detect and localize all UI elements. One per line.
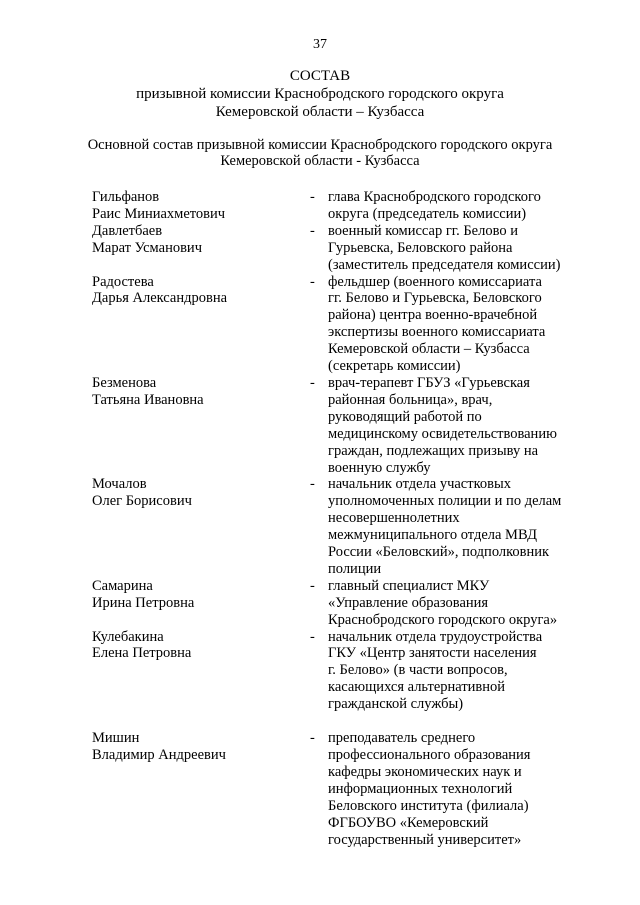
member-name [92, 629, 312, 663]
member-role-line: руководящий работой по [328, 408, 482, 425]
member-role-line: военную службу [328, 459, 431, 476]
dash-separator: - [310, 189, 315, 205]
member-role-line: Гурьевска, Беловского района [328, 239, 513, 256]
member-role-line: г. Белово» (в части вопросов, [328, 662, 508, 679]
member-given-names: Владимир Андреевич [92, 747, 226, 763]
member-role-line: фельдшер (военного комиссариата [328, 273, 542, 290]
dash-separator: - [310, 222, 315, 239]
member-given-names: Олег Борисович [92, 493, 192, 510]
member-name [92, 223, 312, 257]
member-role-line: гг. Белово и Гурьевска, Беловского [328, 290, 542, 307]
document-subtitle-line: призывной комиссии Краснобродского городского округа [136, 86, 504, 102]
member-role-line: Беловского института (филиала) [328, 797, 529, 814]
member-entry [0, 375, 640, 476]
member-surname: Самарина [92, 577, 153, 594]
dash-separator: - [310, 374, 315, 391]
member-entry [0, 274, 640, 375]
member-entry [0, 629, 640, 714]
member-role-line: военный комиссар гг. Белово и [328, 222, 518, 239]
member-role [328, 629, 588, 714]
member-surname: Мочалов [92, 476, 147, 493]
member-surname: Гильфанов [92, 189, 160, 205]
member-role-line: граждан, подлежащих призыву на [328, 442, 539, 459]
section-heading-line: Кемеровской области - Кузбасса [220, 153, 420, 170]
member-given-names: Елена Петровна [92, 645, 192, 662]
member-role-line: профессионального образования [328, 747, 531, 763]
member-role-line: Кемеровской области – Кузбасса [328, 341, 530, 358]
member-entry [0, 476, 640, 577]
document-title: СОСТАВ [289, 68, 351, 84]
member-role-line: районная больница», врач, [328, 391, 493, 408]
member-surname: Кулебакина [92, 628, 164, 645]
document-subtitle-line: Кемеровской области – Кузбасса [215, 104, 425, 120]
document-title-block [0, 67, 640, 121]
member-role-line: преподаватель среднего [328, 730, 476, 747]
member-role-line: экспертизы военного комиссариата [328, 324, 546, 341]
member-given-names: Дарья Александровна [92, 290, 228, 307]
member-given-names: Татьяна Ивановна [92, 391, 204, 408]
member-name [92, 274, 312, 308]
member-role [328, 730, 588, 848]
section-heading [0, 137, 640, 169]
page-number: 37 [313, 37, 327, 52]
section-heading-line: Основной состав призывной комиссии Краснобродского городского округа [87, 137, 553, 153]
member-role-line: глава Краснобродского городского [328, 189, 541, 205]
member-role-line: информационных технологий [328, 780, 513, 797]
member-role-line: кафедры экономических наук и [328, 763, 522, 780]
member-role-line: ГКУ «Центр занятости населения [328, 645, 537, 662]
member-role-line: округа (председатель комиссии) [328, 205, 527, 222]
member-role-line: уполномоченных полиции и по делам [328, 493, 562, 510]
dash-separator: - [310, 730, 315, 747]
member-role-line: (секретарь комиссии) [328, 358, 461, 375]
member-role-line: начальник отдела трудоустройства [328, 628, 543, 645]
dash-separator: - [310, 273, 315, 290]
member-entry [0, 189, 640, 223]
member-given-names: Ирина Петровна [92, 594, 195, 611]
member-role-line: (заместитель председателя комиссии) [328, 256, 561, 273]
member-entry [0, 730, 640, 848]
member-role [328, 189, 588, 223]
member-list [0, 189, 640, 848]
member-surname: Безменова [92, 374, 157, 391]
dash-separator: - [310, 476, 315, 493]
member-role-line: начальник отдела участковых [328, 476, 511, 493]
dash-separator: - [310, 577, 315, 594]
member-role-line: государственный университет» [328, 831, 522, 848]
member-role-line: касающихся альтернативной [328, 679, 506, 696]
dash-separator: - [310, 628, 315, 645]
member-entry [0, 578, 640, 629]
member-role-line: России «Беловский», подполковник [328, 544, 550, 561]
member-surname: Мишин [92, 730, 140, 747]
member-role [328, 578, 588, 629]
member-role-line: медицинскому освидетельствованию [328, 425, 557, 442]
member-name [92, 189, 312, 223]
member-name [92, 578, 312, 612]
member-role-line: ФГБОУВО «Кемеровский [328, 814, 489, 831]
member-role-line: главный специалист МКУ [328, 577, 490, 594]
member-entry [0, 223, 640, 274]
member-role [328, 375, 588, 476]
member-role-line: гражданской службы) [328, 696, 464, 713]
member-role [328, 274, 588, 375]
member-role-line: несовершеннолетних [328, 510, 460, 527]
member-name [92, 476, 312, 510]
member-surname: Радостева [92, 273, 154, 290]
member-name [92, 375, 312, 409]
member-role-line: полиции [328, 560, 382, 577]
member-role-line: Краснобродского городского округа» [328, 611, 558, 628]
member-given-names: Раис Миниахметович [92, 205, 226, 222]
member-role [328, 223, 588, 274]
member-surname: Давлетбаев [92, 222, 163, 239]
member-role-line: межмуниципального отдела МВД [328, 527, 537, 544]
member-role [328, 476, 588, 577]
member-role-line: «Управление образования [328, 594, 489, 611]
member-given-names: Марат Усманович [92, 239, 202, 256]
member-role-line: врач-терапевт ГБУЗ «Гурьевская [328, 374, 530, 391]
member-name [92, 730, 312, 764]
member-role-line: района) центра военно-врачебной [328, 307, 538, 324]
